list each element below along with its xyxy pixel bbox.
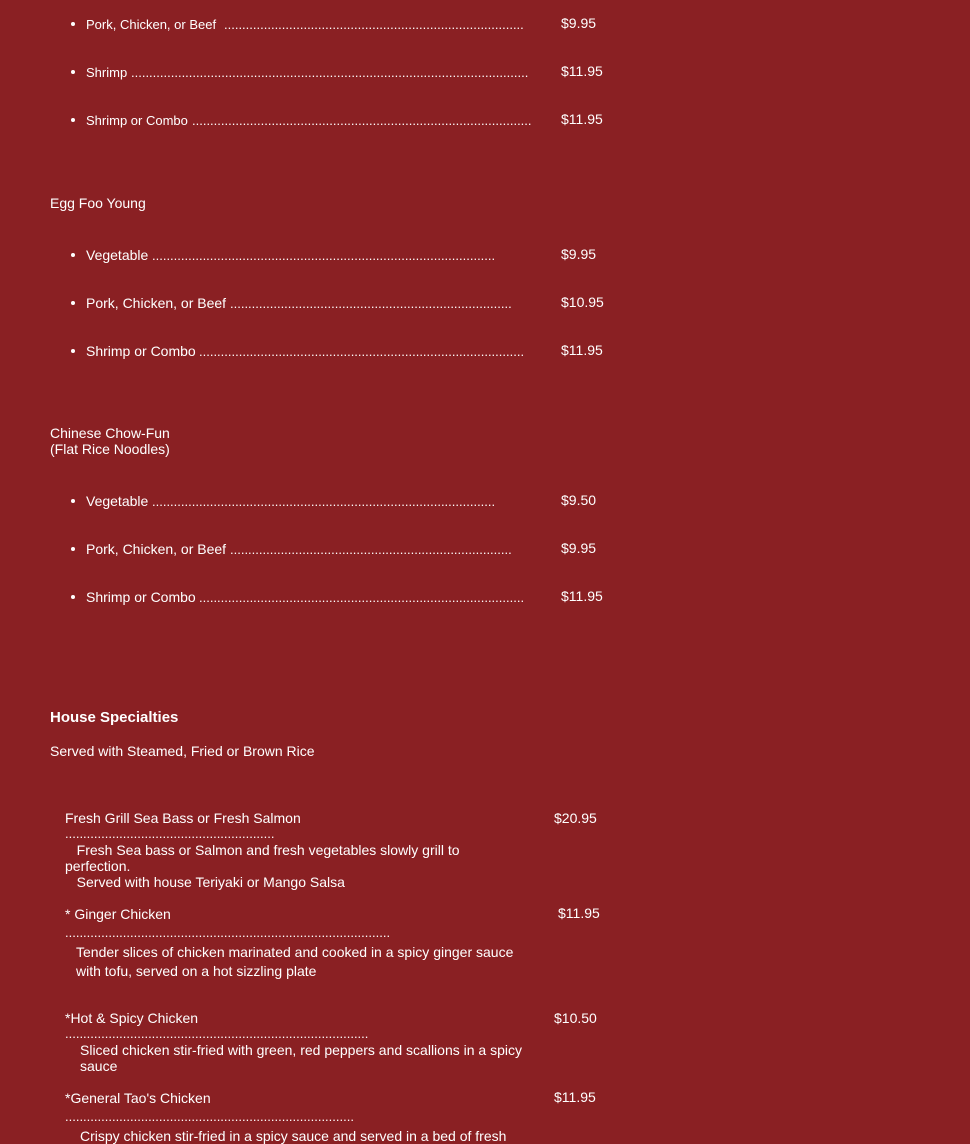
specialty-description: Sliced chicken stir-fried with green, red peppers and scallions in a spicy sauce: [80, 1042, 522, 1074]
menu-item-dots: ...............................................................................................: [152, 248, 496, 263]
specialty-dots: ..........................................................: [65, 826, 275, 841]
section-heading: House Specialties: [50, 709, 179, 726]
menu-item-dots: ...............................................................................................: [152, 494, 496, 509]
menu-item-dots: ..............................................................................: [230, 542, 512, 557]
menu-item-price: $9.95: [561, 15, 597, 31]
menu-item-name: Shrimp or Combo: [86, 589, 196, 605]
menu-item-name: Shrimp: [86, 65, 128, 80]
specialty-description: Tender slices of chicken marinated and cooked in a spicy ginger sauce with tofu, served on a hot sizzling plate: [76, 944, 514, 979]
menu-item-dots: ..........................................................................................: [199, 590, 525, 605]
specialty-description-2: Served with house Teriyaki or Mango Salsa: [65, 874, 345, 890]
section-subtitle: Served with Steamed, Fried or Brown Rice: [50, 743, 315, 759]
specialty-price: $10.50: [554, 1010, 597, 1026]
menu-item-price: $11.95: [561, 342, 603, 358]
menu-item-name: Pork, Chicken, or Beef: [86, 17, 217, 32]
specialty-price: $11.95: [558, 905, 600, 921]
menu-item-price: $9.95: [561, 246, 597, 262]
specialty-dots: ....................................................................................: [65, 1026, 369, 1041]
menu-item-name: Vegetable: [86, 493, 149, 509]
specialty-name: * Ginger Chicken: [65, 906, 171, 922]
section-title: Egg Foo Young: [50, 195, 146, 211]
menu-item-dots: ..........................................................................................: [199, 344, 525, 359]
menu-item-price: $10.95: [561, 294, 604, 310]
specialty-price: $11.95: [554, 1089, 596, 1105]
bullet: [71, 499, 75, 503]
specialty-description: Fresh Sea bass or Salmon and fresh vegetables slowly grill to perfection.: [65, 842, 464, 874]
specialty-name: *Hot & Spicy Chicken: [65, 1010, 199, 1026]
menu-item-price: $11.95: [561, 111, 603, 127]
menu-item-name: Vegetable: [86, 247, 149, 263]
specialty-dots: ..........................................................................................: [65, 925, 391, 940]
menu-item-name: Shrimp or Combo: [86, 343, 196, 359]
menu-item-price: $11.95: [561, 63, 603, 79]
specialty-name: Fresh Grill Sea Bass or Fresh Salmon: [65, 810, 301, 826]
bullet: [71, 349, 75, 353]
bullet: [71, 70, 75, 74]
bullet: [71, 547, 75, 551]
bullet: [71, 301, 75, 305]
menu-item-name: Pork, Chicken, or Beef: [86, 295, 227, 311]
specialty-price: $20.95: [554, 810, 597, 826]
menu-item-price: $9.95: [561, 540, 597, 556]
section-title: Chinese Chow-Fun: [50, 425, 170, 441]
specialty-name: *General Tao's Chicken: [65, 1090, 211, 1106]
menu-item-dots: ..............................................................................................: [192, 113, 532, 128]
menu-item-name: Pork, Chicken, or Beef: [86, 541, 227, 557]
menu-item-dots: ..............................................................................: [230, 296, 512, 311]
bullet: [71, 253, 75, 257]
bullet: [71, 22, 75, 26]
section-subtitle: (Flat Rice Noodles): [50, 441, 170, 457]
menu-item-price: $9.50: [561, 492, 597, 508]
bullet: [71, 118, 75, 122]
menu-item-price: $11.95: [561, 588, 603, 604]
specialty-dots: ................................................................................: [65, 1109, 354, 1124]
menu-item-name: Shrimp or Combo: [86, 113, 188, 128]
menu-item-dots: ..............................................................................................................: [131, 65, 529, 80]
specialty-description: Crispy chicken stir-fried in a spicy sauce and served in a bed of fresh: [80, 1128, 507, 1144]
bullet: [71, 595, 75, 599]
menu-item-dots: ...................................................................................: [224, 17, 524, 32]
